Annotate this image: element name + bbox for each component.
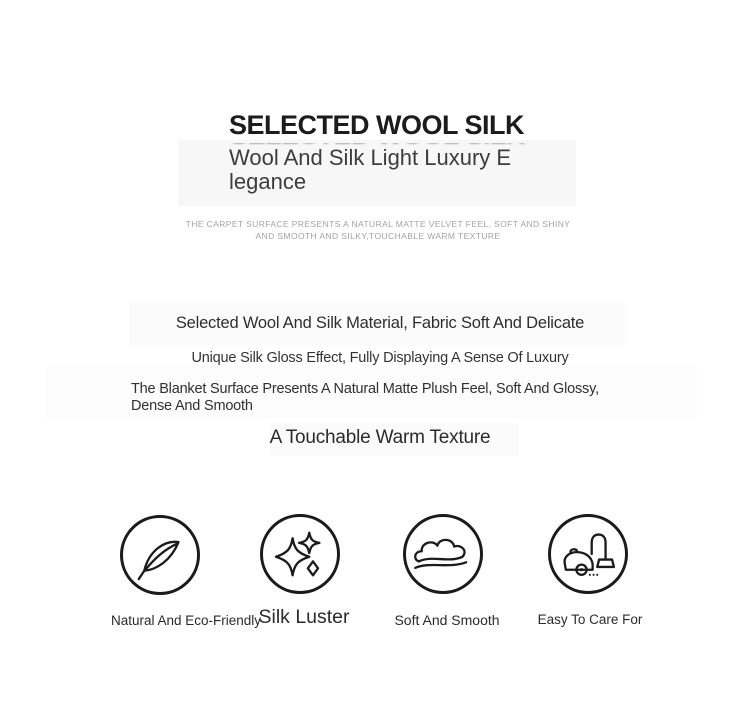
description-line-surface [131, 381, 631, 414]
description-line-texture: A Touchable Warm Texture [269, 427, 491, 448]
hero-tagline-line1: THE CARPET SURFACE PRESENTS A NATURAL MATTE VELVET FEEL, SOFT AND SHINY [185, 219, 571, 229]
feature-circle-care [548, 514, 628, 594]
vacuum-icon [551, 517, 625, 591]
cloud-icon [406, 517, 480, 591]
feature-circle-soft [403, 514, 483, 594]
description-line-surface-part2: Dense And Smooth [131, 397, 253, 414]
feature-label-care: Easy To Care For [537, 612, 643, 627]
feature-label-luster: Silk Luster [258, 606, 350, 628]
hero-subtitle-line2: legance [229, 169, 307, 194]
feature-label-eco: Natural And Eco-Friendly [110, 613, 262, 628]
hero-tagline-line2: AND SMOOTH AND SILKY,TOUCHABLE WARM TEXTURE [255, 231, 501, 241]
hero-tagline [25, 218, 731, 242]
hero-title: SELECTED WOOL SILK [229, 110, 525, 140]
sparkle-icon [263, 517, 337, 591]
feature-circle-eco [120, 515, 200, 595]
feature-label-soft: Soft And Smooth [394, 612, 500, 628]
description-line-material: Selected Wool And Silk Material, Fabric Soft And Delicate [175, 314, 585, 332]
leaf-icon [123, 518, 197, 592]
description-line-surface-part1: The Blanket Surface Presents A Natural Matte Plush Feel, Soft And Glossy, [131, 381, 599, 397]
feature-circle-luster [260, 514, 340, 594]
hero-subtitle [229, 146, 511, 194]
hero-subtitle-line1: Wool And Silk Light Luxury E [229, 145, 512, 170]
description-line-gloss: Unique Silk Gloss Effect, Fully Displaying A Sense Of Luxury [191, 350, 569, 366]
